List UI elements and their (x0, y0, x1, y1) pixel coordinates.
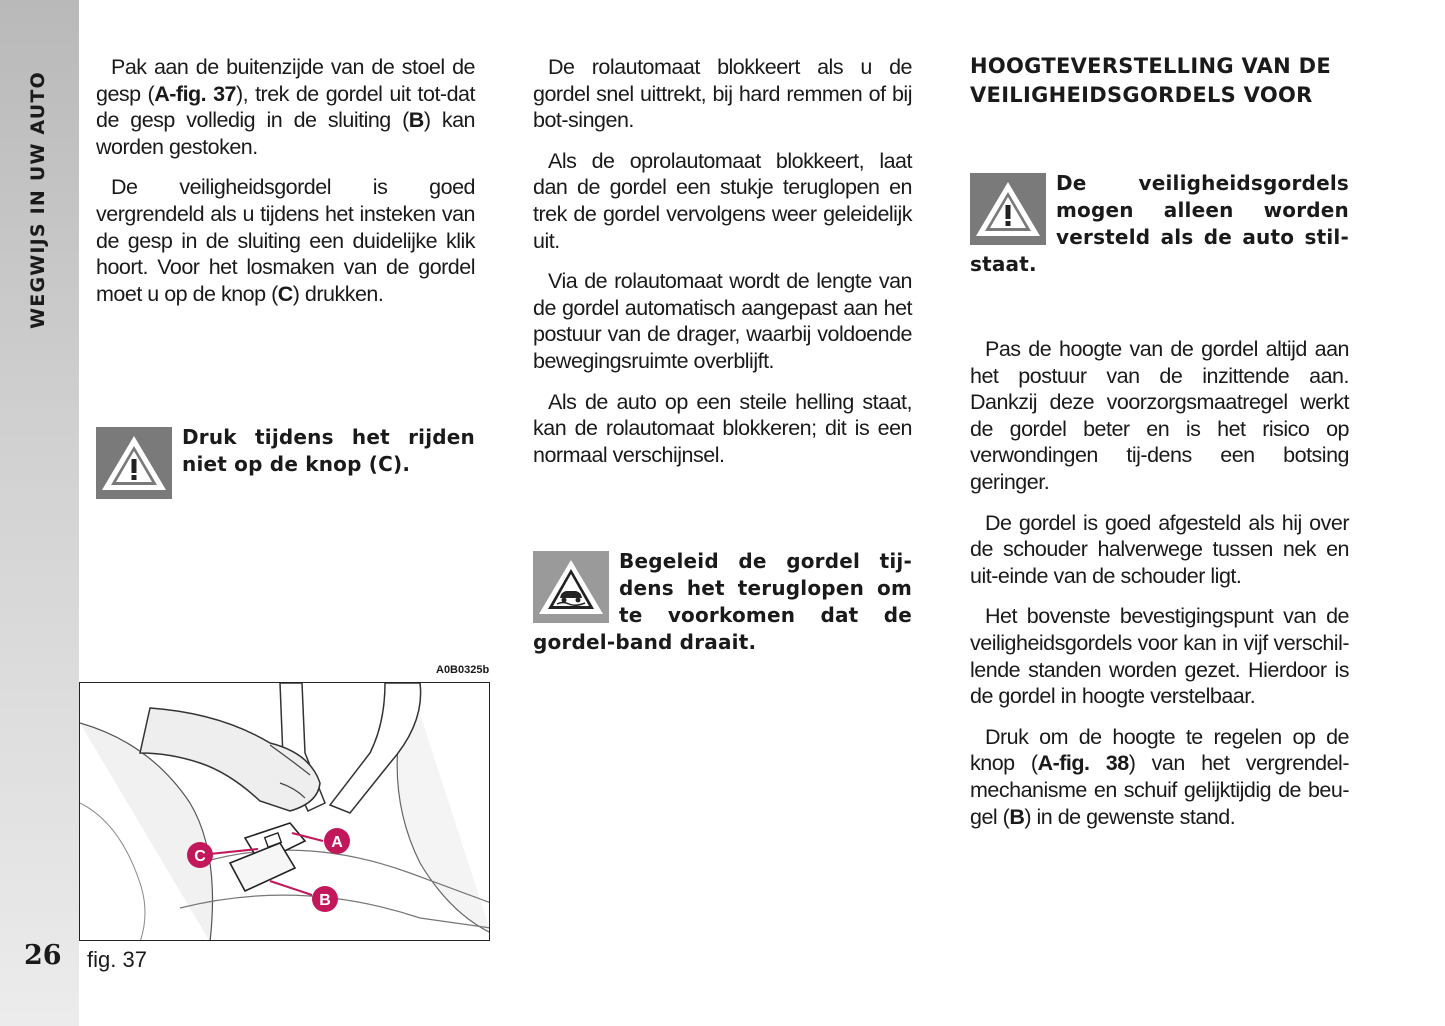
warning-text: Druk tijdens het rijden niet op de knop (C). (182, 425, 475, 476)
paragraph: Als de auto op een steile helling staat, kan de rolautomaat blokkeren; dit is een normaal verschijnsel. (533, 389, 912, 467)
callout-b (312, 886, 338, 912)
seatbelt-figure (79, 682, 490, 941)
paragraph: Pak aan de buitenzijde van de stoel de gesp (A-fig. 37), trek de gordel uit tot-dat de gesp volledig in de sluiting (B) kan worden gestoken. (96, 55, 475, 159)
column-3 (970, 52, 1349, 110)
slippery-road-car-icon (533, 551, 609, 623)
paragraph: Via de rolautomaat wordt de lengte van de gordel automatisch aangepast aan het postuur van de drager, waarbij voldoende bewegingsruimte overblijft. (533, 269, 912, 373)
paragraph: Pas de hoogte van de gordel altijd aan het postuur van de inzittende aan. Dankzij deze voorzorgsmaatregel werkt de gordel beter en is het risico op verwondingen tij-dens een botsing geringer. (970, 337, 1349, 494)
caution-box (533, 548, 912, 656)
warning-text: De veiligheidsgordels mogen alleen worden versteld als de auto stil-staat. (970, 171, 1349, 276)
figure-caption: fig. 37 (87, 947, 147, 972)
column-2 (533, 54, 912, 468)
svg-text:C: C (194, 848, 206, 865)
figure-code: A0B0325b (436, 664, 490, 676)
callout-c (187, 842, 213, 868)
column-3-body (970, 336, 1349, 830)
paragraph: Als de oprolautomaat blokkeert, laat dan de gordel een stukje teruglopen en trek de gordel vervolgens weer geleidelijk uit. (533, 148, 912, 253)
svg-text:A: A (331, 834, 343, 851)
callout-a (324, 828, 350, 854)
paragraph: Het bovenste bevestigingspunt van de veiligheidsgordels voor kan in vijf verschil-lende standen worden gezet. Hierdoor is de gordel in hoogte verstelbaar. (970, 604, 1349, 709)
section-heading: HOOGTEVERSTELLING VAN DE VEILIGHEIDSGORDELS VOOR (970, 54, 1332, 107)
column-1 (96, 54, 475, 307)
page-number: 26 (24, 940, 62, 971)
caution-text: Begeleid de gordel tij-dens het teruglopen om te voorkomen dat de gordel-band draait. (533, 549, 912, 654)
warning-triangle-icon (96, 427, 172, 499)
paragraph: De veiligheidsgordel is goed vergrendeld als u tijdens het insteken van de gesp in de sluiting een duidelijke klik hoort. Voor het losmaken van de gordel moet u op de knop (C) drukken. (96, 175, 475, 306)
section-title: WEGWIJS IN UW AUTO (27, 71, 49, 329)
seatbelt-illustration (80, 683, 490, 941)
warning-box (96, 424, 475, 501)
paragraph: De rolautomaat blokkeert als u de gordel snel uittrekt, bij hard remmen of bij bot-singen. (533, 55, 912, 133)
svg-text:B: B (319, 892, 331, 909)
warning-box (970, 170, 1349, 278)
paragraph: De gordel is goed afgesteld als hij over de schouder halverwege tussen nek en uit-einde van de schouder ligt. (970, 510, 1349, 588)
warning-triangle-icon (970, 173, 1046, 245)
paragraph: Druk om de hoogte te regelen op de knop (A-fig. 38) van het vergrendel-mechanisme en schuif gelijktijdig de beu-gel (B) in de gewenste stand. (970, 724, 1349, 829)
